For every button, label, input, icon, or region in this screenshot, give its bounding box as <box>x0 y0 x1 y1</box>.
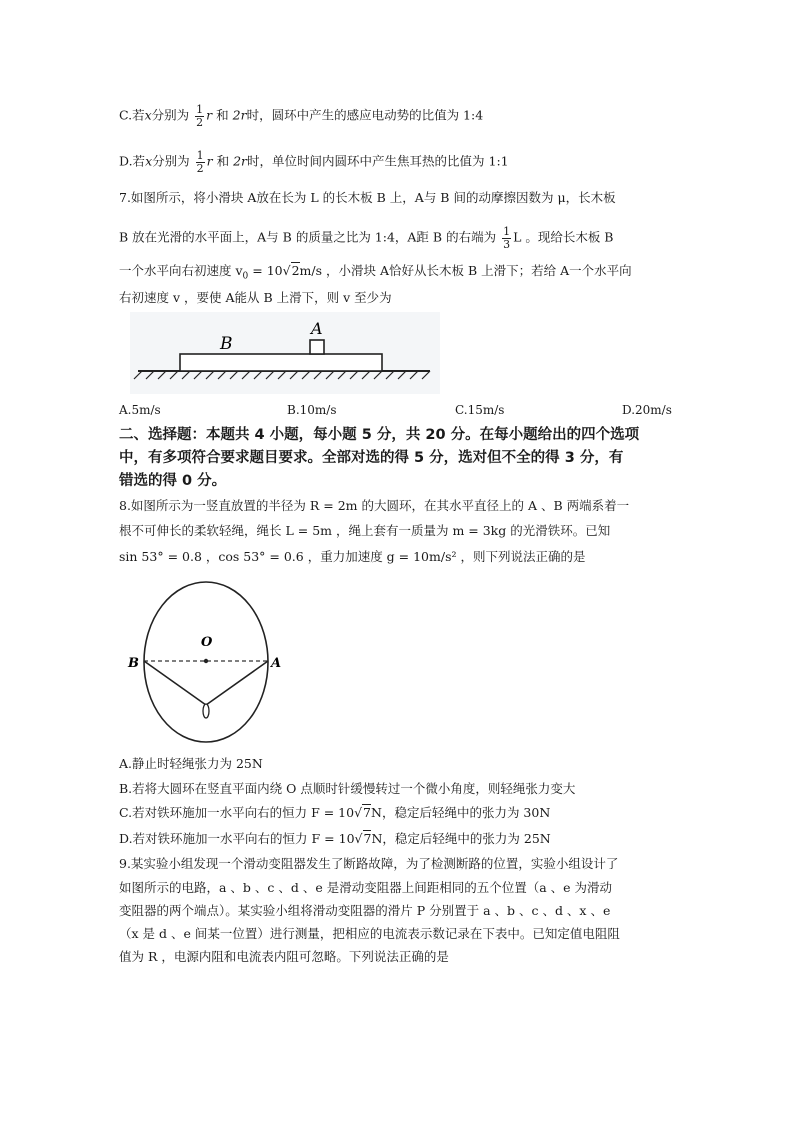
label-a: A <box>271 656 282 671</box>
q9-line5: 值为 R ，电源内阻和电流表内阻可忽略。下列说法正确的是 <box>119 949 449 964</box>
q8-option-c: C.若对铁环施加一水平向右的恒力 F = 10√7N，稳定后轻绳中的张力为 30N <box>119 805 551 820</box>
center-point-o <box>204 659 208 663</box>
q9-line4: （x 是 d 、e 间某一位置）进行测量，把相应的电流表示数记录在下表中。已知定值电阻阻 <box>119 926 620 941</box>
q8-line3: sin 53° = 0.8 ，cos 53° = 0.6 ，重力加速度 g = 10m/s² ，则下列说法正确的是 <box>119 549 586 564</box>
label-b: B <box>128 656 139 671</box>
figure-background <box>130 312 440 394</box>
q7-line4: 右初速度 v ，要使 A能从 B 上滑下，则 v 至少为 <box>119 290 392 305</box>
q7-option-a: A.5m/s <box>119 403 161 417</box>
section2-line2: 中，有多项符合要求题目要求。全部对选的得 5 分，选对但不全的得 3 分，有 <box>119 450 624 466</box>
rope-right <box>206 661 268 705</box>
sqrt-icon: √ <box>354 805 363 820</box>
q7-figure <box>130 312 440 394</box>
q7-option-c: C.15m/s <box>455 403 505 417</box>
q9-line1: 9.某实验小组发现一个滑动变阻器发生了断路故障，为了检测断路的位置，实验小组设计了 <box>119 856 619 871</box>
q7-line2: B 放在光滑的水平面上，A与 B 的质量之比为 1:4，A距 B 的右端为 $\frac{1}{3}$ L 。现给长木板 B <box>119 225 614 251</box>
sqrt-icon: √ <box>282 263 291 278</box>
q6c-2r: 2r <box>232 107 247 123</box>
q6c-suffix: 时，圆环中产生的感应电动势的比值为 1:4 <box>246 107 484 123</box>
q6c-r: r <box>206 107 213 123</box>
q8-line1: 8.如图所示为一竖直放置的半径为 R = 2m 的大圆环，在其水平直径上的 A 、B 两端系着一 <box>119 498 630 513</box>
label-b: B <box>220 334 233 354</box>
q7-line1: 7.如图所示，将小滑块 A放在长为 L 的长木板 B 上，A与 B 间的动摩擦因数为 μ，长木板 <box>119 190 616 205</box>
q8-option-a: A.静止时轻绳张力为 25N <box>119 756 263 771</box>
q8-option-d: D.若对铁环施加一水平向右的恒力 F = 10√7N，稳定后轻绳中的张力为 25N <box>119 831 551 846</box>
q6c-mid: 分别为 <box>151 107 190 123</box>
q8-line2: 根不可伸长的柔软轻绳，绳长 L = 5m ，绳上套有一质量为 m = 3kg 的光滑铁环。已知 <box>119 523 611 538</box>
sqrt-icon: √ <box>354 831 363 846</box>
q6c-prefix: C.若 <box>119 107 145 123</box>
label-a: A <box>311 319 323 338</box>
q7-line3: 一个水平向右初速度 $v_0 = 10√2m/s$ ，小滑块 A恰好从长木板 B 上滑下；若给 A一个水平向 <box>119 263 632 282</box>
q6-option-c: C.若x分别为 $\frac{1}{2}$ r 和 2r时，圆环中产生的感应电动势的比值为 1:4 <box>119 103 484 129</box>
q7-fraction: $\frac{1}{3}$ <box>503 225 511 251</box>
q7-option-d: D.20m/s <box>622 403 672 417</box>
q7-option-b: B.10m/s <box>287 403 337 417</box>
rope-left <box>144 661 206 705</box>
q6c-var: x <box>144 107 152 123</box>
q9-line2: 如图所示的电路，a 、b 、c 、d 、e 是滑动变阻器上间距相同的五个位置（a 、e 为滑动 <box>119 880 613 895</box>
q8-option-b: B.若将大圆环在竖直平面内绕 O 点顺时针缓慢转过一个微小角度，则轻绳张力变大 <box>119 781 576 796</box>
label-o: O <box>201 635 213 650</box>
section2-line3: 错选的得 0 分。 <box>119 473 227 489</box>
iron-ring <box>203 704 209 718</box>
q6c-fraction: $\frac{1}{2}$ <box>196 103 204 129</box>
q8-figure <box>125 578 290 750</box>
q9-line3: 变阻器的两个端点）。某实验小组将滑动变阻器的滑片 P 分别置于 a 、b 、c 、d 、x 、e <box>119 903 611 918</box>
q6d-fraction: $\frac{1}{2}$ <box>196 149 204 175</box>
board-b <box>180 354 382 371</box>
block-a <box>310 340 324 354</box>
q6d-suffix: 时，单位时间内圆环中产生焦耳热的比值为 1:1 <box>247 153 509 169</box>
q6-option-d: D.若x分别为 $\frac{1}{2}$ r 和 2r时，单位时间内圆环中产生焦耳热的比值为 1:1 <box>119 149 509 175</box>
section2-line1: 二、选择题：本题共 4 小题，每小题 5 分，共 20 分。在每小题给出的四个选项 <box>119 427 640 443</box>
